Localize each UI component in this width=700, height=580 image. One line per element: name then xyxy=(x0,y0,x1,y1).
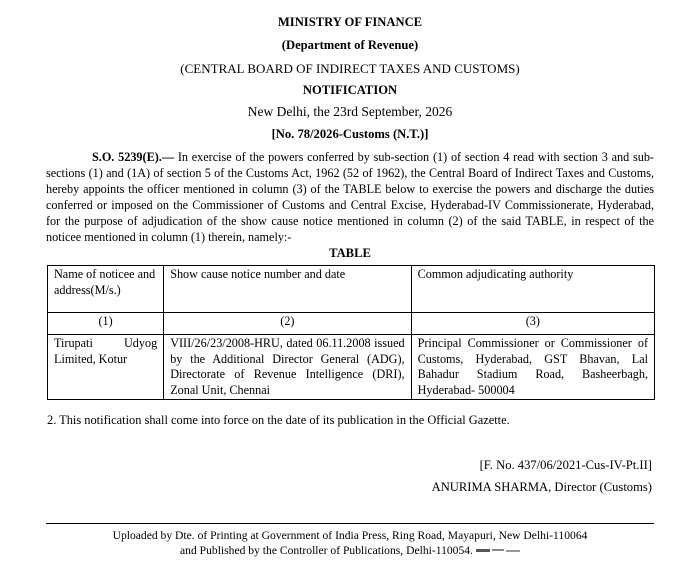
show-cause-notice-cell: VIII/26/23/2008-HRU, dated 06.11.2008 issued by the Additional Director General (ADG), Directorate of Revenue Intelligence (DRI), Zonal Unit, Chennai xyxy=(164,335,411,400)
notification-number: [No. 78/2026-Customs (N.T.)] xyxy=(271,127,429,141)
column-number-cell: (3) xyxy=(411,313,654,335)
column-number-cell: (2) xyxy=(164,313,411,335)
ministry-title: MINISTRY OF FINANCE xyxy=(277,15,423,29)
adjudicating-authority-cell: Principal Commissioner or Commissioner of Customs, Hyderabad, GST Bhavan, Lal Bahadur Stadium Road, Basheerbagh, Hyderabad- 500004 xyxy=(411,335,654,400)
table-caption: TABLE xyxy=(329,246,371,260)
table-header-cell: Name of noticee and address(M/s.) xyxy=(48,266,164,313)
board-title: (CENTRAL BOARD OF INDIRECT TAXES AND CUSTOMS) xyxy=(180,61,520,76)
table-header-cell: Show cause notice number and date xyxy=(164,266,411,313)
signatory: ANURIMA SHARMA, Director (Customs) xyxy=(431,480,652,494)
adjudication-table xyxy=(47,265,655,400)
notification-paragraph-1 xyxy=(46,150,654,245)
notification-heading: NOTIFICATION xyxy=(302,83,398,97)
footer-line-1: Uploaded by Dte. of Printing at Government of India Press, Ring Road, Mayapuri, New Delhi-110064 xyxy=(112,529,588,542)
table-row xyxy=(48,335,655,400)
so-number: S.O. 5239(E).— xyxy=(92,150,175,164)
footer-divider xyxy=(46,523,654,524)
digital-signature-stamp-icon xyxy=(476,548,520,554)
notification-paragraph-2: 2. This notification shall come into force on the date of its publication in the Official Gazette. xyxy=(47,413,510,427)
paragraph-1-text: In exercise of the powers conferred by sub-section (1) of section 4 read with section 3 and sub-sections (1) and (1A) of section 5 of the Customs Act, 1962 (52 of 1962), the Central Board of Indirect Taxes and Customs, hereby appoints the officer mentioned in column (3) of the TABLE below to exercise the powers and discharge the duties conferred or imposed on the Commissioner of Customs and Central Excise, Hyderabad-IV Commissionerate, Hyderabad, for the purpose of adjudication of the show cause notice mentioned in column (2) of the said TABLE, in respect of the noticee mentioned in column (1) therein, namely:- xyxy=(46,150,654,244)
table-column-number-row xyxy=(48,313,655,335)
footer-line-2 xyxy=(0,544,700,557)
footer-line-2-text: and Published by the Controller of Publications, Delhi-110054. xyxy=(180,544,473,557)
table-header-cell: Common adjudicating authority xyxy=(411,266,654,313)
dateline: New Delhi, the 23rd September, 2026 xyxy=(247,104,453,119)
column-number-cell: (1) xyxy=(48,313,164,335)
table-header-row xyxy=(48,266,655,313)
department-title: (Department of Revenue) xyxy=(281,38,419,52)
noticee-cell: Tirupati Udyog Limited, Kotur xyxy=(48,335,164,400)
file-number: [F. No. 437/06/2021-Cus-IV-Pt.II] xyxy=(479,458,652,472)
